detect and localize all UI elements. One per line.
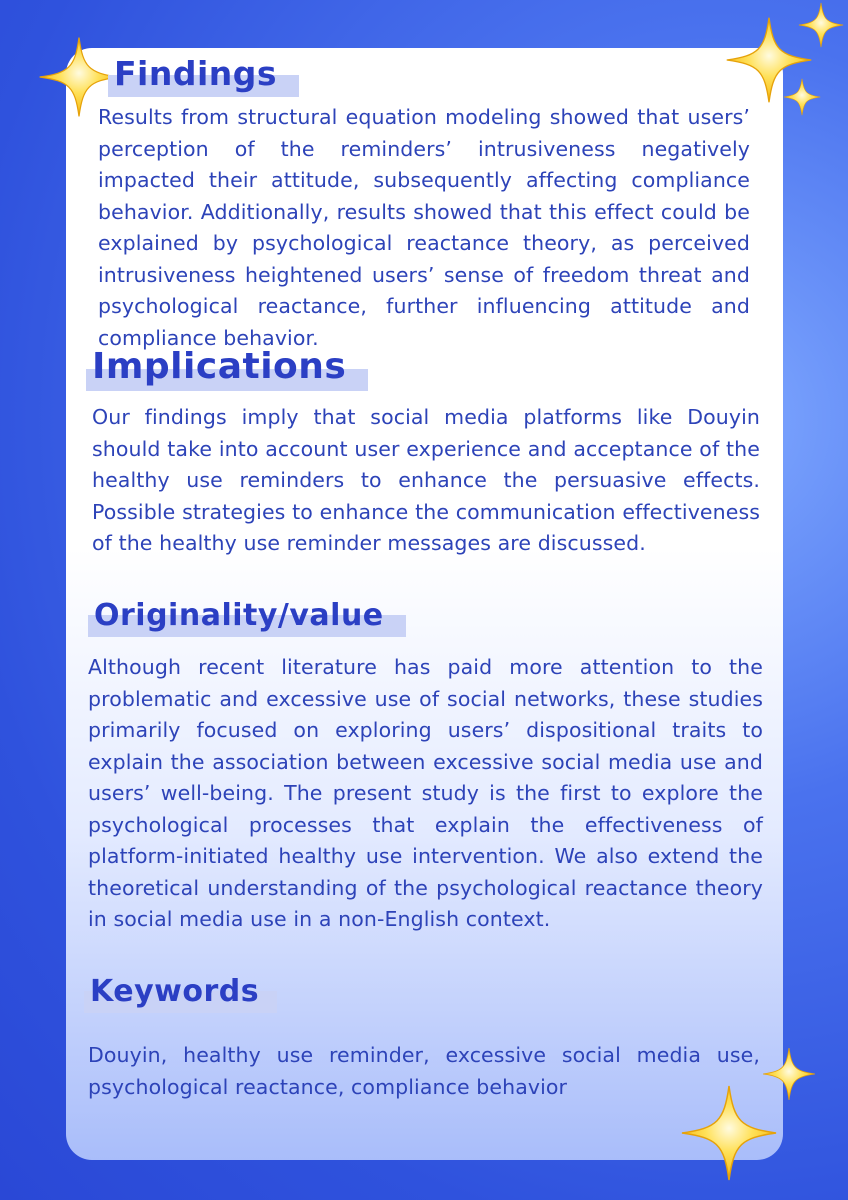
originality-body: Although recent literature has paid more attention to the problematic and excessive use of social networks, these studies primarily focused on exploring users’ dispositional traits to explain the association between excessive social media use and users’ well-being. The present study is the first to explore the psychological processes that explain the effectiveness of platform-initiated healthy use intervention. We also extend the theoretical understanding of the psychological reactance theory in social media use in a non-English context. (88, 655, 763, 931)
originality-title: Originality/value (94, 598, 384, 633)
implications-body: Our findings imply that social media platforms like Douyin should take into account user experience and acceptance of the healthy use reminders to enhance the persuasive effects. Possible strategies to enhance the communication effectiveness of the healthy use reminder messages are discussed. (92, 405, 760, 555)
keywords-heading (90, 974, 259, 1009)
originality-heading (94, 598, 384, 633)
findings-heading (114, 54, 277, 93)
findings-title: Findings (114, 54, 278, 93)
implications-title: Implications (92, 346, 347, 387)
implications-heading (92, 346, 346, 387)
keywords-title: Keywords (90, 974, 260, 1009)
sparkle-star-icon (783, 77, 821, 117)
sparkle-star-icon (798, 0, 844, 50)
keywords-body: Douyin, healthy use reminder, excessive social media use, psychological reactance, compliance behavior (88, 1043, 760, 1099)
findings-body: Results from structural equation modeling showed that users’ perception of the reminders’ intrusiveness negatively impacted their attitude, subsequently affecting compliance behavior. Additionally, results showed that this effect could be explained by psychological reactance theory, as perceived intrusiveness heightened users’ sense of freedom threat and psychological reactance, further influencing attitude and compliance behavior. (98, 105, 750, 350)
